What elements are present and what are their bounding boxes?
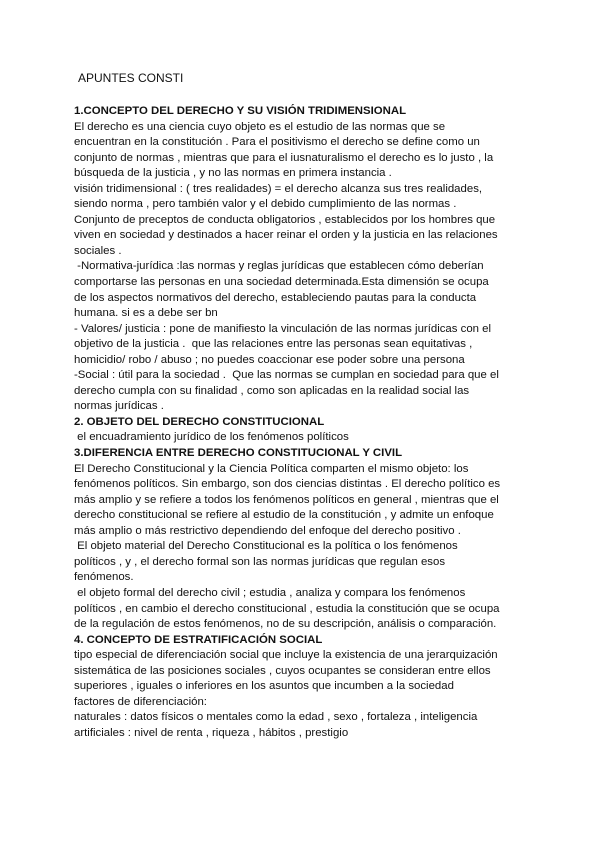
text-line: más amplio o más restrictivo dependiendo del enfoque del derecho positivo . — [74, 524, 461, 537]
text-line: políticos , en cambio el derecho constitucional , estudia la constitución que se ocupa — [74, 602, 500, 615]
text-line: el encuadramiento jurídico de los fenómenos políticos — [74, 431, 349, 444]
text-line: conjunto de normas , mientras que para el iusnaturalismo el derecho es lo justo , la — [74, 151, 494, 164]
text-line: fenómenos políticos. Sin embargo, son dos ciencias distintas . El derecho político es — [74, 478, 501, 491]
text-line: superiores , iguales o inferiores en los asuntos que incumben a la sociedad — [74, 680, 454, 693]
text-line: El objeto material del Derecho Constitucional es la política o los fenómenos — [74, 540, 458, 553]
text-line: Conjunto de preceptos de conducta obligatorios , establecidos por los hombres que — [74, 213, 496, 226]
text-line: políticos , y , el derecho formal son las normas jurídicas que regulan esos — [74, 555, 446, 568]
text-line: -Social : útil para la sociedad . Que las normas se cumplan en sociedad para que el — [74, 369, 499, 382]
document-title: APUNTES CONSTI — [78, 71, 184, 85]
text-line: viven en sociedad y destinados a hacer reinar el orden y la justicia en las relaciones — [74, 229, 498, 242]
text-line: El derecho es una ciencia cuyo objeto es el estudio de las normas que se — [74, 120, 446, 133]
section-heading: 2. OBJETO DEL DERECHO CONSTITUCIONAL — [74, 415, 325, 428]
document-body — [74, 104, 554, 741]
text-line: visión tridimensional : ( tres realidades) = el derecho alcanza sus tres realidades, — [74, 182, 483, 195]
text-line: naturales : datos físicos o mentales como la edad , sexo , fortaleza , inteligencia — [74, 711, 478, 724]
text-line: siendo norma , pero también valor y el debido cumplimiento de las normas . — [74, 198, 457, 211]
text-line: derecho cumpla con su finalidad , como son aplicadas en la realidad social las — [74, 384, 470, 397]
text-line: El Derecho Constitucional y la Ciencia Política comparten el mismo objeto: los — [74, 462, 469, 475]
text-line: búsqueda de la justicia , y no las normas en primera instancia . — [74, 167, 392, 180]
text-line: -Normativa-jurídica :las normas y reglas jurídicas que establecen cómo deberían — [74, 260, 484, 273]
text-line: sistemática de las posiciones sociales , cuyos ocupantes se consideran entre ellos — [74, 664, 491, 677]
text-line: factores de diferenciación: — [74, 695, 207, 708]
text-line: derecho constitucional se refiere al estudio de la constitución , y admite un enfoque — [74, 509, 494, 522]
section-heading: 1.CONCEPTO DEL DERECHO Y SU VISIÓN TRIDIMENSIONAL — [74, 105, 407, 117]
text-line: objetivo de la justicia . que las relaciones entre las personas sean equitativas , — [74, 338, 473, 351]
text-line: más amplio y se refiere a todos los fenómenos políticos en general , mientras que el — [74, 493, 499, 506]
text-line: artificiales : nivel de renta , riqueza , hábitos , prestigio — [74, 726, 349, 739]
text-line: encuentran en la constitución . Para el positivismo el derecho se define como un — [74, 136, 480, 149]
text-line: de la regulación de estos fenómenos, no de su descripción, análisis o comparación. — [74, 618, 497, 631]
text-line: humana. si es a debe ser bn — [74, 307, 218, 320]
text-line: normas jurídicas . — [74, 400, 164, 413]
text-line: tipo especial de diferenciación social que incluye la existencia de una jerarquización — [74, 649, 498, 662]
text-line: comportarse las personas en una sociedad determinada.Esta dimensión se ocupa — [74, 276, 489, 289]
section-heading: 3.DIFERENCIA ENTRE DERECHO CONSTITUCIONAL Y CIVIL — [74, 447, 403, 460]
section-heading: 4. CONCEPTO DE ESTRATIFICACIÓN SOCIAL — [74, 633, 323, 646]
text-line: sociales . — [74, 244, 122, 257]
text-line: el objeto formal del derecho civil ; estudia , analiza y compara los fenómenos — [74, 586, 466, 599]
text-line: - Valores/ justicia : pone de manifiesto la vinculación de las normas jurídicas con el — [74, 322, 492, 335]
text-line: homicidio/ robo / abuso ; no puedes coaccionar ese poder sobre una persona — [74, 353, 465, 366]
text-line: fenómenos. — [74, 571, 134, 584]
text-line: de los aspectos normativos del derecho, estableciendo pautas para la conducta — [74, 291, 477, 304]
